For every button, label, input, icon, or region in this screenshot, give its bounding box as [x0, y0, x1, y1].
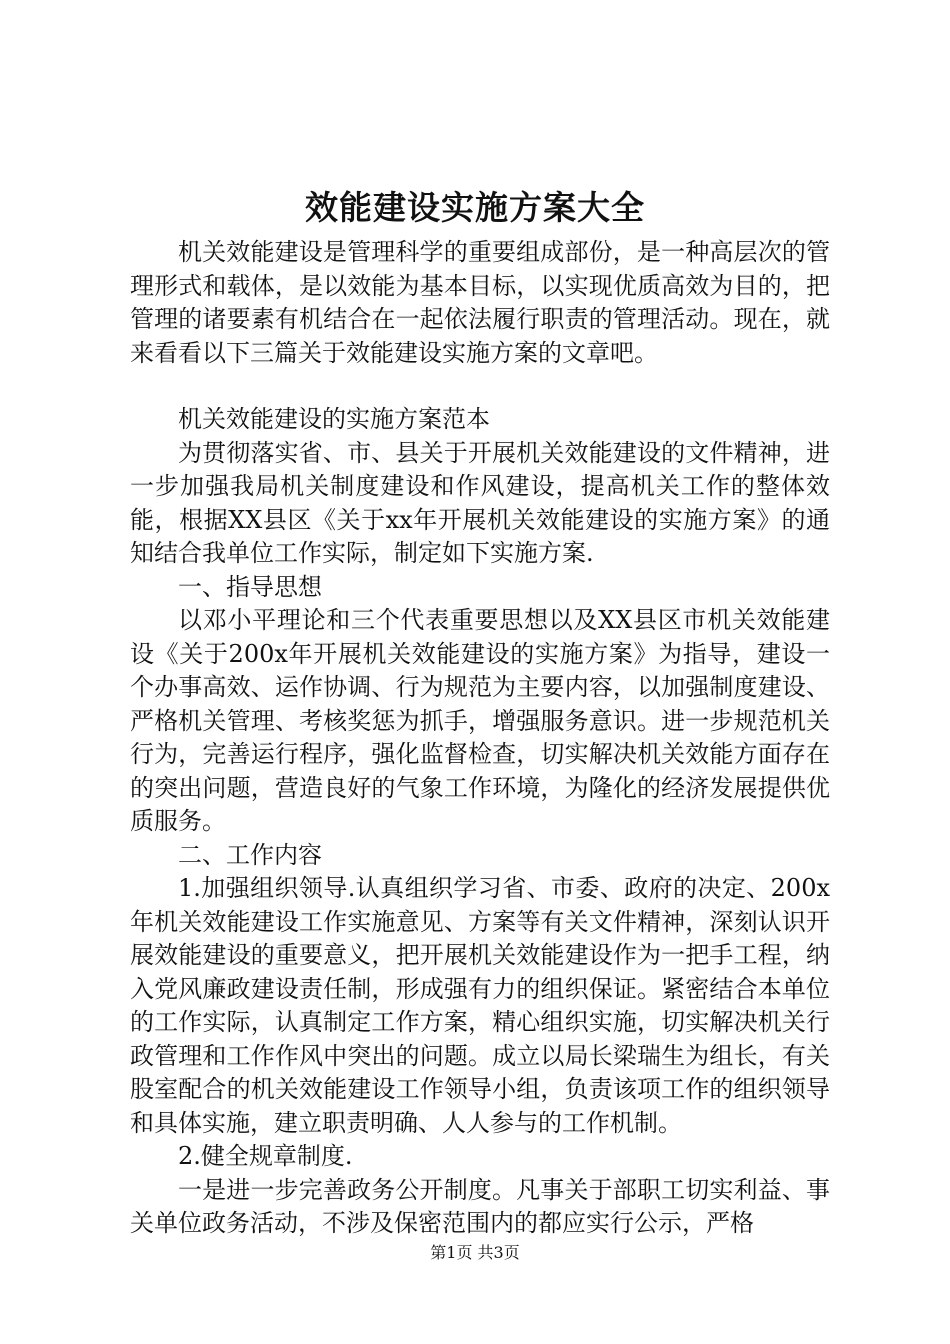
- body-paragraph: 以邓小平理论和三个代表重要思想以及XX县区市机关效能建设《关于200x年开展机关效能建设的实施方案》为指导，建设一个办事高效、运作协调、行为规范为主要内容，以加强制度建设、严格机关管理、考核奖惩为抓手，增强服务意识。进一步规范机关行为，完善运行程序，强化监督检查，切实解决机关效能方面存在的突出问题，营造良好的气象工作环境，为隆化的经济发展提供优质服务。: [130, 606, 830, 835]
- section-heading: 机关效能建设的实施方案范本: [178, 405, 490, 433]
- body-paragraph: 一是进一步完善政务公开制度。凡事关于部职工切实利益、事关单位政务活动，不涉及保密范围内的都应实行公示，严格: [130, 1175, 830, 1237]
- intro-paragraph: 机关效能建设是管理科学的重要组成部份，是一种高层次的管理形式和载体，是以效能为基本目标，以实现优质高效为目的，把管理的诸要素有机结合在一起依法履行职责的管理活动。现在，就来看看以下三篇关于效能建设实施方案的文章吧。: [130, 238, 830, 367]
- body-paragraph: 为贯彻落实省、市、县关于开展机关效能建设的文件精神，进一步加强我局机关制度建设和作风建设，提高机关工作的整体效能，根据XX县区《关于xx年开展机关效能建设的实施方案》的通知结合我单位工作实际，制定如下实施方案.: [130, 438, 830, 567]
- page-footer: 第1页 共3页: [430, 1243, 520, 1262]
- document-title: 效能建设实施方案大全: [305, 188, 645, 227]
- section-heading: 二、工作内容: [178, 840, 322, 869]
- document-body: [130, 236, 830, 1241]
- subsection-heading: 2.健全规章制度.: [178, 1142, 353, 1170]
- body-paragraph: 1.加强组织领导.认真组织学习省、市委、政府的决定、200x年机关效能建设工作实施意见、方案等有关文件精神，深刻认识开展效能建设的重要意义，把开展机关效能建设作为一把手工程，纳入党风廉政建设责任制，形成强有力的组织保证。紧密结合本单位的工作实际，认真制定工作方案，精心组织实施，切实解决机关行政管理和工作作风中突出的问题。成立以局长梁瑞生为组长，有关股室配合的机关效能建设工作领导小组，负责该项工作的组织领导和具体实施，建立职责明确、人人参与的工作机制。: [130, 874, 830, 1137]
- section-heading: 一、指导思想: [178, 572, 322, 601]
